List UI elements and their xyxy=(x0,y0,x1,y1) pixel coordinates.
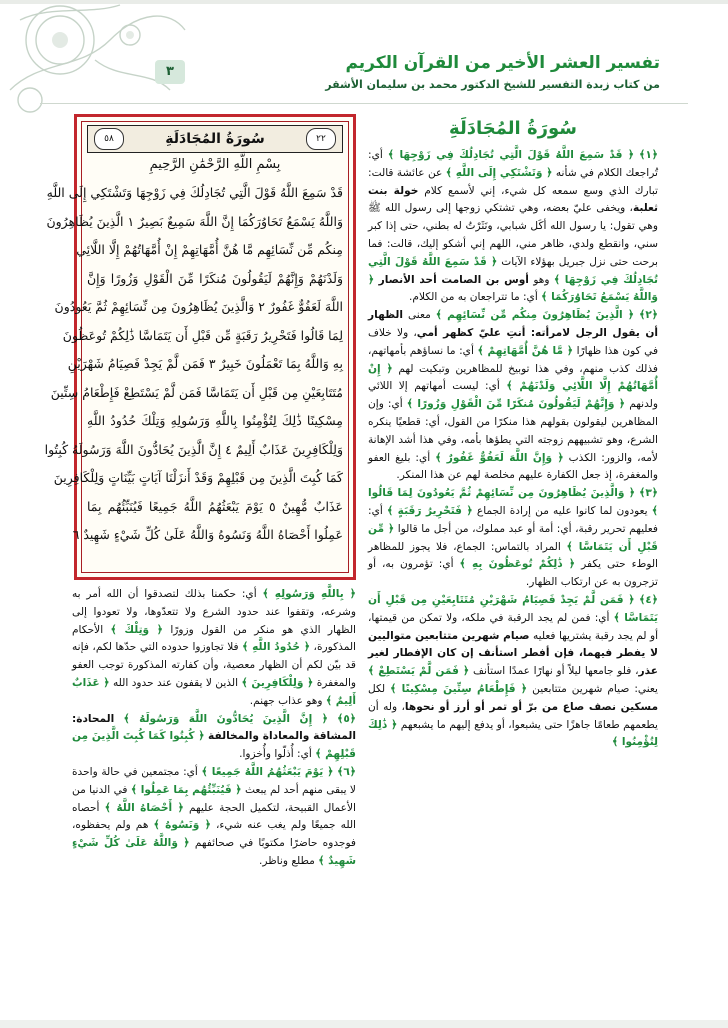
quran-quote: ﴿ فَإِطْعَامُ سِتِّينَ مِسْكِينًا ﴾ xyxy=(390,682,528,695)
quran-quote: ﴿ ذَٰلِكَ لِتُؤْمِنُوا ﴾ xyxy=(368,718,658,749)
tafsir-span: أي: ما نساؤهم بأمهاتهم، فذلك كذب منهم، وفي هذا توبيخ للمظاهرين وتبكيت لهم xyxy=(368,344,658,375)
ayah-number: ﴿٥﴾ xyxy=(337,712,357,725)
tafsir-span: وهو xyxy=(533,273,550,286)
tafsir-span: أي: وإن المظاهرين ليقولون بقولهم هذا منكرًا من القول، أي: قطعيًا ينكره الشرع، وهو تشبيههم زوجته التي يطؤها بأمه، وفي هذا أشد الإهانة لأمه، والزور: الكذب xyxy=(368,398,658,464)
mushaf-line: مِنكُم مِّن نِّسَائِهِم مَّا هُنَّ أُمَّهَاتِهِمْ إِنْ أُمَّهَاتُهُمْ إِلَّا اللَّائِي xyxy=(76,242,343,257)
surah-title: سُورَةُ المُجَادَلَةِ xyxy=(449,118,577,139)
tafsir-span: يعني: صيام شهرين متتابعين xyxy=(532,682,658,695)
tafsir-span: لكل xyxy=(368,682,386,695)
mushaf-badge-left: ٥٨ xyxy=(94,128,124,150)
quran-quote: ﴿ وَاللَّهُ عَلَىٰ كُلِّ شَيْءٍ شَهِيدٌ ﴾ xyxy=(72,837,356,867)
mushaf-line: وَاللَّهُ يَسْمَعُ تَحَاوُرَكُمَا إِنَّ اللَّهَ سَمِيعٌ بَصِيرٌ ١ الَّذِينَ يُظَاهِرُونَ xyxy=(46,213,343,229)
tafsir-span: أي: حكمنا بذلك لتصدقوا أن الله أمر به وشرعه، وتقفوا عند حدود الشرع ولا تتعدّوها، ولا تعودوا إلى الظهار الذي هو منكر من القول وزورًا xyxy=(72,588,356,636)
mushaf-line: اللَّهَ لَعَفُوٌّ غَفُورٌ ٢ وَالَّذِينَ يُظَاهِرُونَ مِن نِّسَائِهِمْ ثُمَّ يَعُودُونَ xyxy=(54,299,343,314)
quran-quote: ﴿ مَّا هُنَّ أُمَّهَاتِهِمْ ﴾ xyxy=(477,344,574,357)
book-subtitle: من كتاب زبدة التفسير للشيخ الدكتور محمد بن سليمان الأشقر xyxy=(325,78,660,91)
footer-band xyxy=(0,1020,728,1028)
quran-quote: ﴿ وَتَشْتَكِي إِلَى اللَّهِ ﴾ xyxy=(445,166,553,179)
quran-quote: ﴿ فَمَن لَّمْ يَسْتَطِعْ ﴾ xyxy=(368,665,470,678)
ayah-number: ﴿٣﴾ xyxy=(639,487,658,500)
quran-quote: ﴿ وَالَّذِينَ يُظَاهِرُونَ مِن نِّسَائِهِمْ ثُمَّ يَعُودُونَ لِمَا قَالُوا ﴾ xyxy=(368,487,659,517)
mushaf-lines xyxy=(44,179,344,550)
tafsir-span: أي: تؤمرون به، أو تزجرون به عن ارتكاب الظهار. xyxy=(368,558,658,589)
mushaf-line: قَدْ سَمِعَ اللَّهُ قَوْلَ الَّتِي تُجَادِلُكَ فِي زَوْجِهَا وَتَشْتَكِي إِلَى اللَّهِ xyxy=(46,185,343,200)
tafsir-span: ، فلو جامعها ليلاً أو نهارًا عمدًا استأنف xyxy=(473,665,639,678)
bold-span: مسكين نصف صاع من برّ أو تمر أو أرز أو نحوها xyxy=(404,700,659,713)
tafsir-span: أي: فعليهم تحرير رقبة، أي: أمة أو عبد مملوك، من أجل ما قالوا xyxy=(368,504,658,535)
tafsir-text xyxy=(72,586,356,871)
tafsir-text xyxy=(368,147,658,752)
quran-quote: ﴿ ذَٰلِكُمْ تُوعَظُونَ بِهِ ﴾ xyxy=(459,558,576,571)
quran-quote: ﴿ الَّذِينَ يُظَاهِرُونَ مِنكُم مِّن نِّسَائِهِم ﴾ xyxy=(435,309,635,322)
mushaf-line: كَمَا كُبِتَ الَّذِينَ مِن قَبْلِهِمْ وَقَدْ أَنزَلْنَا آيَاتٍ بَيِّنَاتٍ وَلِلْكَافِرِينَ xyxy=(53,470,343,485)
tafsir-right-column xyxy=(368,116,658,752)
quran-quote: ﴿ إِنَّ الَّذِينَ يُحَادُّونَ اللَّهَ وَرَسُولَهُ ﴾ xyxy=(123,712,328,725)
quran-quote: ﴿ إِنْ أُمَّهَاتُهُمْ إِلَّا اللَّائِي وَلَدْنَهُمْ ﴾ xyxy=(368,362,659,393)
basmala: بِسْمِ اللَّهِ الرَّحْمَٰنِ الرَّحِيمِ xyxy=(149,157,281,172)
tafsir-span: الأحكام المذكورة، xyxy=(72,623,356,654)
quran-quote: ﴿ وَاللَّهُ يَسْمَعُ تَحَاوُرَكُمَا ﴾ xyxy=(368,273,658,304)
bold-span: الظهار أن يقول الرجل لامرأته: أنتِ عليّ كظهر أمي xyxy=(368,309,658,339)
tafsir-span: أي: تُراجعك الكلام في شأنه xyxy=(368,149,658,179)
quran-quote: ﴿ وَنَسُوهُ ﴾ xyxy=(153,819,211,832)
mushaf-surah-name: سُورَةُ المُجَادَلَةِ xyxy=(165,131,265,147)
mushaf-line: وَلَدْنَهُمْ وَإِنَّهُمْ لَيَقُولُونَ مُنكَرًا مِّنَ الْقَوْلِ وَزُورًا وَإِنَّ xyxy=(87,270,343,286)
tafsir-span: أي: مجتمعين في حالة واحدة لا يبقى منهم أحد لم يبعث xyxy=(72,765,356,796)
quran-quote: ﴿ كُبِتُوا كَمَا كُبِتَ الَّذِينَ مِن قَبْلِهِمْ ﴾ xyxy=(72,730,356,761)
tafsir-span: ، ويخفى عليّ بعضه، وهي تشتكي زوجها إلى رسول الله ﷺ وهي تقول: يا رسول الله أكَل شبابي، ونَثَرْتُ له بطني، حتى إذا كبر سني، وانقطع ولدي، ظاهر مني، اللهم إني أشكو إليك، قالت: فما برحت حتى نزل جبريل بهؤلاء الآيات xyxy=(368,202,658,268)
quran-quote: ﴿ يَوْمَ يَبْعَثُهُمُ اللَّهُ جَمِيعًا ﴾ xyxy=(201,765,334,778)
quran-quote: ﴿ أَحْصَاهُ اللَّهُ ﴾ xyxy=(104,801,184,814)
mushaf-badge-right: ٢٢ xyxy=(306,128,336,150)
mushaf-line: لِمَا قَالُوا فَتَحْرِيرُ رَقَبَةٍ مِّن قَبْلِ أَن يَتَمَاسَّا ذَٰلِكُمْ تُوعَظُونَ xyxy=(62,327,343,343)
mushaf-line: بِهِ وَاللَّهُ بِمَا تَعْمَلُونَ خَبِيرٌ ٣ فَمَن لَّمْ يَجِدْ فَصِيَامُ شَهْرَيْنِ xyxy=(67,356,343,371)
quran-quote: ﴿ حُدُودُ اللَّهِ ﴾ xyxy=(242,641,311,654)
quran-quote: ﴿ قَدْ سَمِعَ اللَّهُ قَوْلَ الَّتِي تُجَادِلُكَ فِي زَوْجِهَا ﴾ xyxy=(387,149,635,161)
tafsir-span: مطلع وناظر. xyxy=(259,854,315,867)
bold-span: خولة بنت ثعلبة xyxy=(368,184,658,215)
tafsir-span: في الدنيا من الأعمال القبيحة، لتكميل الحجة عليهم xyxy=(72,783,356,814)
quran-quote: ﴿ بِاللَّهِ وَرَسُولِهِ ﴾ xyxy=(262,588,356,600)
quran-quote: ﴿ وَلِلْكَافِرِينَ ﴾ xyxy=(241,676,314,689)
mushaf-line: عَذَابٌ مُّهِينٌ ٥ يَوْمَ يَبْعَثُهُمُ اللَّهُ جَمِيعًا فَيُنَبِّئُهُم بِمَا xyxy=(87,498,344,514)
mushaf-line: مُتَتَابِعَيْنِ مِن قَبْلِ أَن يَتَمَاسَّا فَمَن لَّمْ يَسْتَطِعْ فَإِطْعَامُ سِتِّينَ xyxy=(50,384,343,400)
bold-span: المحادة: المشاقة والمعاداة والمخالفة xyxy=(72,712,356,743)
tafsir-span: هم ولم يحفظوه، فوجدوه حاضرًا مكتوبًا في صحائفهم xyxy=(72,819,356,850)
bold-span: أوس بن الصامت أحد الأنصار xyxy=(378,273,529,286)
tafsir-span: فلا تجاوزوا حدوده التي حدّها لكم، فإنه قد بيّن لكم أن الظهار معصية، وأن كفارته المذكورة توجب العفو والمغفرة xyxy=(72,641,357,689)
tafsir-span: أي: ما تتراجعان به من الكلام. xyxy=(409,291,538,304)
quran-quote: ﴿ قَدْ سَمِعَ اللَّهُ قَوْلَ الَّتِي تُجَادِلُكَ فِي زَوْجِهَا ﴾ xyxy=(368,255,659,286)
mushaf-line: وَلِلْكَافِرِينَ عَذَابٌ أَلِيمٌ ٤ إِنَّ الَّذِينَ يُحَادُّونَ اللَّهَ وَرَسُولَهُ كُبِتُوا xyxy=(44,441,343,457)
bold-span: صيام شهرين متتابعين متواليين لا يفطر فيهما، فإن أفطر استأنف إن كان الإفطار لغير عذر xyxy=(368,629,658,678)
tafsir-span: ، وله أن يطعمهم طعامًا جاهزًا حتى يشبعوا، أو يدفع إليهم ما يشبعهم xyxy=(368,700,658,731)
tafsir-span: عن عائشة قالت: تبارك الذي وسع سمعه كل شيء، إني لأسمع كلام xyxy=(368,166,659,197)
quran-quote: ﴿ عَذَابٌ أَلِيمٌ ﴾ xyxy=(72,676,356,707)
tafsir-span: أحصاه الله جميعًا ولم يغب عنه شيء، xyxy=(72,801,356,832)
tafsir-left-column xyxy=(72,586,356,871)
tafsir-span: أي: ليست أمهاتهم إلا اللائي ولدنهم xyxy=(368,380,658,411)
tafsir-span: وهو عذاب جهنم. xyxy=(249,694,323,707)
ayah-number: ﴿٤﴾ xyxy=(639,593,658,606)
book-title: تفسير العشر الأخير من القرآن الكريم xyxy=(345,53,660,73)
ayah-number: ﴿٢﴾ xyxy=(639,309,658,322)
quran-quote: ﴿ فَتَحْرِيرُ رَقَبَةٍ ﴾ xyxy=(386,504,473,517)
header-divider xyxy=(40,103,688,104)
tafsir-span: أي: بليغ العفو والمغفرة، إذ جعل الكفارة عليهم مخلصة لهم عن هذا المنكر. xyxy=(368,451,658,482)
page-number: ٣ xyxy=(155,60,185,84)
quran-quote: ﴿ فَيُنَبِّئُهُم بِمَا عَمِلُوا ﴾ xyxy=(130,783,242,796)
tafsir-span: أي: أُذلّوا وأُخزوا. xyxy=(239,748,312,761)
quran-quote: ﴿ وَإِنَّهُمْ لَيَقُولُونَ مُنكَرًا مِّنَ الْقَوْلِ وَزُورًا ﴾ xyxy=(406,398,626,411)
quran-quote: ﴿ فَمَن لَّمْ يَجِدْ فَصِيَامُ شَهْرَيْنِ مُتَتَابِعَيْنِ مِن قَبْلِ أَن يَتَمَاسَّا ﴾ xyxy=(368,593,658,624)
quran-quote: ﴿ وَإِنَّ اللَّهَ لَعَفُوٌّ غَفُورٌ ﴾ xyxy=(435,451,564,464)
tafsir-span: المراد بالتماس: الجماع، فلا يجوز للمظاهر الوطء حتى يكفر xyxy=(368,540,658,571)
ayah-number: ﴿٦﴾ xyxy=(337,765,357,778)
tafsir-span: ، ولا خلاف في كون هذا ظهارًا xyxy=(368,326,659,357)
ayah-number: ﴿١﴾ xyxy=(639,149,659,161)
quran-quote: ﴿ وَتِلْكَ ﴾ xyxy=(110,623,164,636)
tafsir-span: الذين لا يقفون عند حدود الله xyxy=(112,676,239,689)
mushaf-box xyxy=(44,114,356,580)
mushaf-line: مِسْكِينًا ذَٰلِكَ لِتُؤْمِنُوا بِاللَّهِ وَرَسُولِهِ وَتِلْكَ حُدُودُ اللَّهِ xyxy=(87,413,343,428)
quran-quote: ﴿ مِّن قَبْلِ أَن يَتَمَاسَّا ﴾ xyxy=(368,522,658,553)
mushaf-line: عَمِلُوا أَحْصَاهُ اللَّهُ وَنَسُوهُ وَاللَّهُ عَلَىٰ كُلِّ شَيْءٍ شَهِيدٌ ٦ xyxy=(72,527,343,542)
mushaf-header xyxy=(87,125,343,153)
tafsir-span: يعودون لما كانوا عليه من إرادة الجماع xyxy=(476,504,648,517)
tafsir-span: أي: فمن لم يجد الرقبة في ملكه، ولا تمكن من قيمتها، أو لم يجد رقبة يشتريها فعليه xyxy=(368,611,659,642)
tafsir-span: معنى xyxy=(407,309,431,322)
